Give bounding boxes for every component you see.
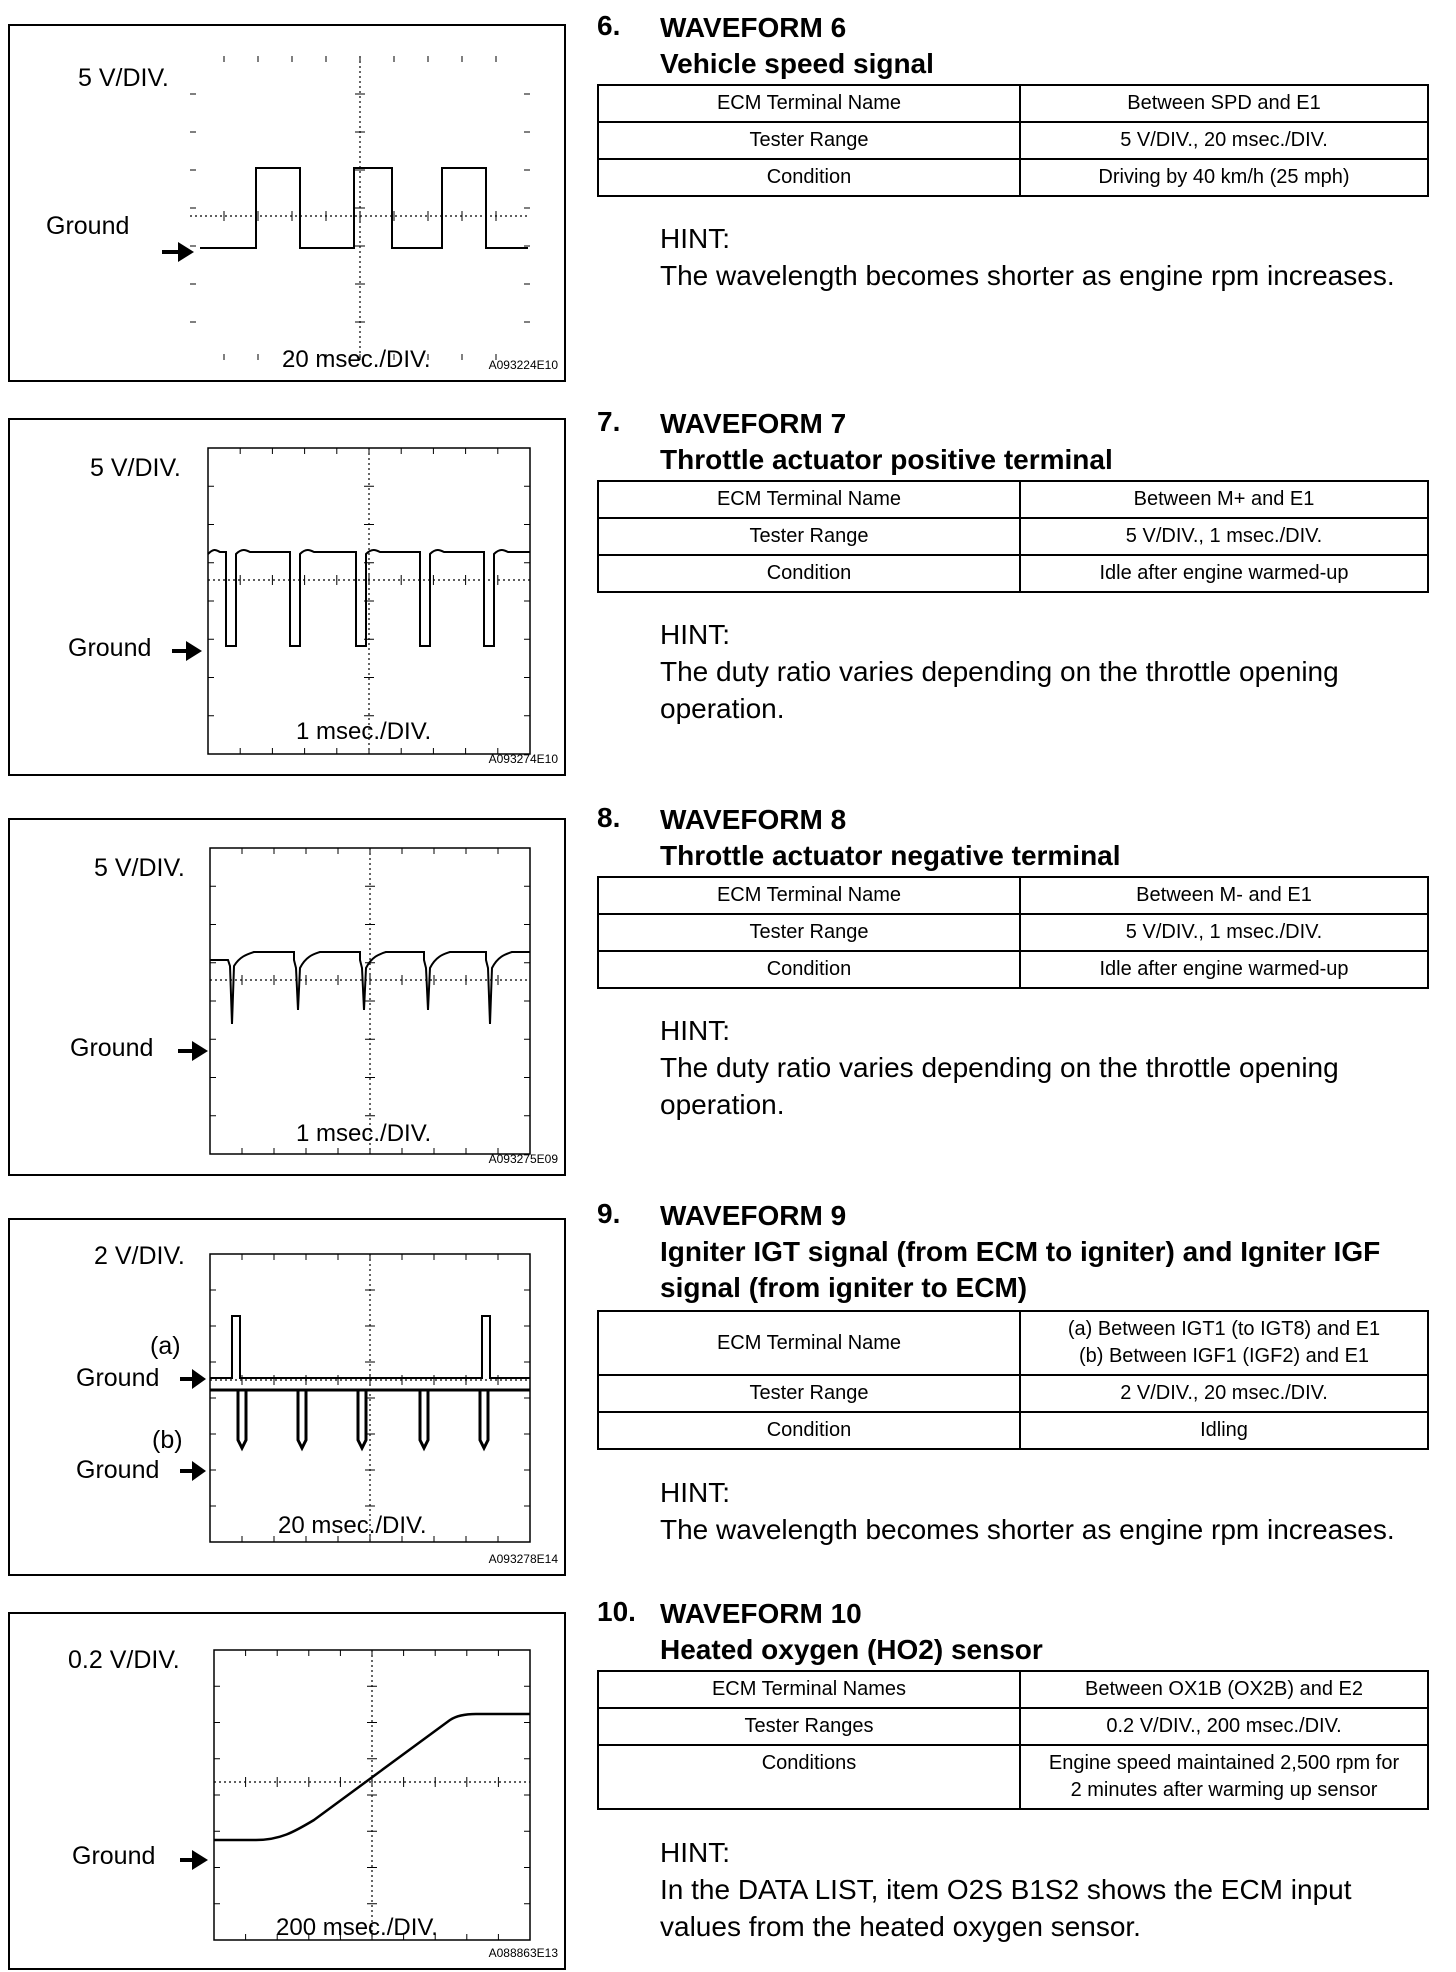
- section-number: 8.: [597, 802, 621, 833]
- table-row: [598, 951, 1428, 988]
- section-subtitle: Igniter IGT signal (from ECM to igniter) and Igniter IGF signal (from igniter to ECM): [660, 1236, 1381, 1303]
- table-cell-value: [1020, 1745, 1428, 1809]
- ground-label: Ground: [72, 1842, 156, 1870]
- table-row: [598, 1708, 1428, 1745]
- scope-graticule: [190, 56, 530, 360]
- table-cell-value: Idle after engine warmed-up: [1020, 951, 1428, 988]
- table-cell-value: 0.2 V/DIV., 200 msec./DIV.: [1020, 1708, 1428, 1745]
- table-row: [598, 159, 1428, 196]
- table-row: [598, 481, 1428, 518]
- spec-table: [597, 480, 1429, 593]
- table-cell-label: Tester Range: [598, 518, 1020, 555]
- waveform-7-plot: [10, 420, 568, 778]
- waveform-7-figure: [8, 418, 566, 776]
- time-per-div-label: 20 msec./DIV.: [282, 346, 431, 373]
- table-cell-label: ECM Terminal Name: [598, 481, 1020, 518]
- table-row: [598, 914, 1428, 951]
- spec-table: [597, 876, 1429, 989]
- section-waveform-9: [597, 1198, 1429, 1588]
- hint-text: The duty ratio varies depending on the throttle opening operation.: [660, 1052, 1339, 1120]
- waveform-6-plot: [10, 26, 568, 384]
- table-row: [598, 555, 1428, 592]
- figure-code: A093278E14: [488, 1552, 558, 1566]
- table-cell-label: Tester Range: [598, 122, 1020, 159]
- section-number: 7.: [597, 406, 621, 437]
- table-cell-label: Condition: [598, 555, 1020, 592]
- table-row: [598, 122, 1428, 159]
- table-cell-label: Tester Range: [598, 914, 1020, 951]
- volts-per-div-label: 5 V/DIV.: [78, 64, 169, 92]
- table-cell-value: 5 V/DIV., 1 msec./DIV.: [1020, 914, 1428, 951]
- spec-table: [597, 1310, 1429, 1450]
- ground-b-label: Ground: [76, 1456, 160, 1484]
- table-cell-label: Conditions: [598, 1745, 1020, 1809]
- table-cell-line: 2 minutes after warming up sensor: [1070, 1779, 1378, 1801]
- table-cell-line: (b) Between IGF1 (IGF2) and E1: [1078, 1345, 1370, 1367]
- hint-label: HINT:: [660, 223, 730, 254]
- spec-table: [597, 84, 1429, 197]
- table-row: [598, 1375, 1428, 1412]
- ground-a-arrow-icon: [180, 1369, 206, 1389]
- time-per-div-label: 20 msec./DIV.: [278, 1512, 427, 1539]
- table-cell-value: 5 V/DIV., 1 msec./DIV.: [1020, 518, 1428, 555]
- table-row: [598, 1311, 1428, 1375]
- volts-per-div-label: 5 V/DIV.: [90, 454, 181, 482]
- hint-text: The wavelength becomes shorter as engine rpm increases.: [660, 1514, 1395, 1545]
- section-waveform-6: [597, 10, 1429, 340]
- table-cell-label: ECM Terminal Name: [598, 1311, 1020, 1375]
- section-title: [660, 1596, 1043, 1668]
- figure-code: A093224E10: [488, 358, 558, 372]
- table-cell-label: Condition: [598, 951, 1020, 988]
- waveform-10-figure: [8, 1612, 566, 1970]
- section-heading: WAVEFORM 7: [660, 408, 847, 439]
- hint-text: The duty ratio varies depending on the throttle opening operation.: [660, 656, 1339, 724]
- section-waveform-10: [597, 1596, 1429, 1956]
- hint-block: [660, 1834, 1440, 1945]
- table-cell-line: (a) Between IGT1 (to IGT8) and E1: [1067, 1318, 1381, 1340]
- ground-a-label: Ground: [76, 1364, 160, 1392]
- waveform-8-plot: [10, 820, 568, 1178]
- section-waveform-7: [597, 406, 1429, 736]
- section-heading: WAVEFORM 6: [660, 12, 847, 43]
- section-heading: WAVEFORM 9: [660, 1200, 847, 1231]
- table-cell-label: ECM Terminal Name: [598, 85, 1020, 122]
- volts-per-div-label: 0.2 V/DIV.: [68, 1646, 180, 1674]
- table-cell-value: Idle after engine warmed-up: [1020, 555, 1428, 592]
- scope-graticule: [214, 1650, 530, 1940]
- hint-block: [660, 1012, 1430, 1123]
- ground-arrow-icon: [180, 1850, 208, 1870]
- ground-b-arrow-icon: [180, 1461, 206, 1481]
- hint-block: [660, 1474, 1430, 1548]
- figure-code: A093275E09: [488, 1152, 558, 1166]
- figure-code: A093274E10: [488, 752, 558, 766]
- table-cell-label: ECM Terminal Names: [598, 1671, 1020, 1708]
- waveform-6-figure: [8, 24, 566, 382]
- section-title: [660, 1198, 1420, 1306]
- channel-b-label: (b): [152, 1426, 183, 1454]
- ground-label: Ground: [46, 212, 130, 240]
- spec-table: [597, 1670, 1429, 1810]
- ground-label: Ground: [68, 634, 152, 662]
- table-row: [598, 518, 1428, 555]
- hint-block: [660, 616, 1430, 727]
- section-number: 10.: [597, 1596, 636, 1627]
- figure-code: A088863E13: [488, 1946, 558, 1960]
- hint-text: In the DATA LIST, item O2S B1S2 shows the ECM input values from the heated oxygen sensor.: [660, 1874, 1352, 1942]
- volts-per-div-label: 2 V/DIV.: [94, 1242, 185, 1270]
- table-cell-value: Idling: [1020, 1412, 1428, 1449]
- table-cell-value: 5 V/DIV., 20 msec./DIV.: [1020, 122, 1428, 159]
- time-per-div-label: 1 msec./DIV.: [296, 1120, 432, 1147]
- section-heading: WAVEFORM 10: [660, 1598, 862, 1629]
- table-cell-value: Between M+ and E1: [1020, 481, 1428, 518]
- table-cell-value: 2 V/DIV., 20 msec./DIV.: [1020, 1375, 1428, 1412]
- section-subtitle: Throttle actuator positive terminal: [660, 444, 1113, 475]
- scope-graticule: [208, 448, 530, 754]
- section-waveform-8: [597, 802, 1429, 1132]
- section-title: [660, 802, 1121, 874]
- table-cell-label: Tester Range: [598, 1375, 1020, 1412]
- volts-per-div-label: 5 V/DIV.: [94, 854, 185, 882]
- table-row: [598, 1745, 1428, 1809]
- table-cell-label: Condition: [598, 1412, 1020, 1449]
- section-title: [660, 406, 1113, 478]
- table-cell-value: Driving by 40 km/h (25 mph): [1020, 159, 1428, 196]
- time-per-div-label: 200 msec./DIV.: [276, 1914, 438, 1941]
- table-row: [598, 1671, 1428, 1708]
- ground-label: Ground: [70, 1034, 154, 1062]
- hint-label: HINT:: [660, 1837, 730, 1868]
- waveform-9-figure: [8, 1218, 566, 1576]
- table-cell-label: Tester Ranges: [598, 1708, 1020, 1745]
- hint-block: [660, 220, 1430, 294]
- table-cell-value: Between SPD and E1: [1020, 85, 1428, 122]
- table-row: [598, 85, 1428, 122]
- table-cell-label: Condition: [598, 159, 1020, 196]
- table-cell-line: Engine speed maintained 2,500 rpm for: [1048, 1752, 1400, 1774]
- hint-text: The wavelength becomes shorter as engine rpm increases.: [660, 260, 1395, 291]
- section-number: 9.: [597, 1198, 621, 1229]
- table-cell-value: Between OX1B (OX2B) and E2: [1020, 1671, 1428, 1708]
- hint-label: HINT:: [660, 1477, 730, 1508]
- waveform-8-figure: [8, 818, 566, 1176]
- scope-graticule: [210, 848, 530, 1154]
- hint-label: HINT:: [660, 1015, 730, 1046]
- section-title: [660, 10, 934, 82]
- channel-a-label: (a): [150, 1332, 181, 1360]
- table-cell-label: ECM Terminal Name: [598, 877, 1020, 914]
- section-heading: WAVEFORM 8: [660, 804, 847, 835]
- ground-arrow-icon: [172, 641, 202, 661]
- scope-graticule: [210, 1254, 530, 1542]
- table-row: [598, 877, 1428, 914]
- time-per-div-label: 1 msec./DIV.: [296, 718, 432, 745]
- section-subtitle: Heated oxygen (HO2) sensor: [660, 1634, 1043, 1665]
- ground-arrow-icon: [178, 1041, 208, 1061]
- table-cell-value: Between M- and E1: [1020, 877, 1428, 914]
- section-number: 6.: [597, 10, 621, 41]
- section-subtitle: Vehicle speed signal: [660, 48, 934, 79]
- table-cell-value: [1020, 1311, 1428, 1375]
- ground-arrow-icon: [162, 242, 194, 262]
- section-subtitle: Throttle actuator negative terminal: [660, 840, 1121, 871]
- table-row: [598, 1412, 1428, 1449]
- hint-label: HINT:: [660, 619, 730, 650]
